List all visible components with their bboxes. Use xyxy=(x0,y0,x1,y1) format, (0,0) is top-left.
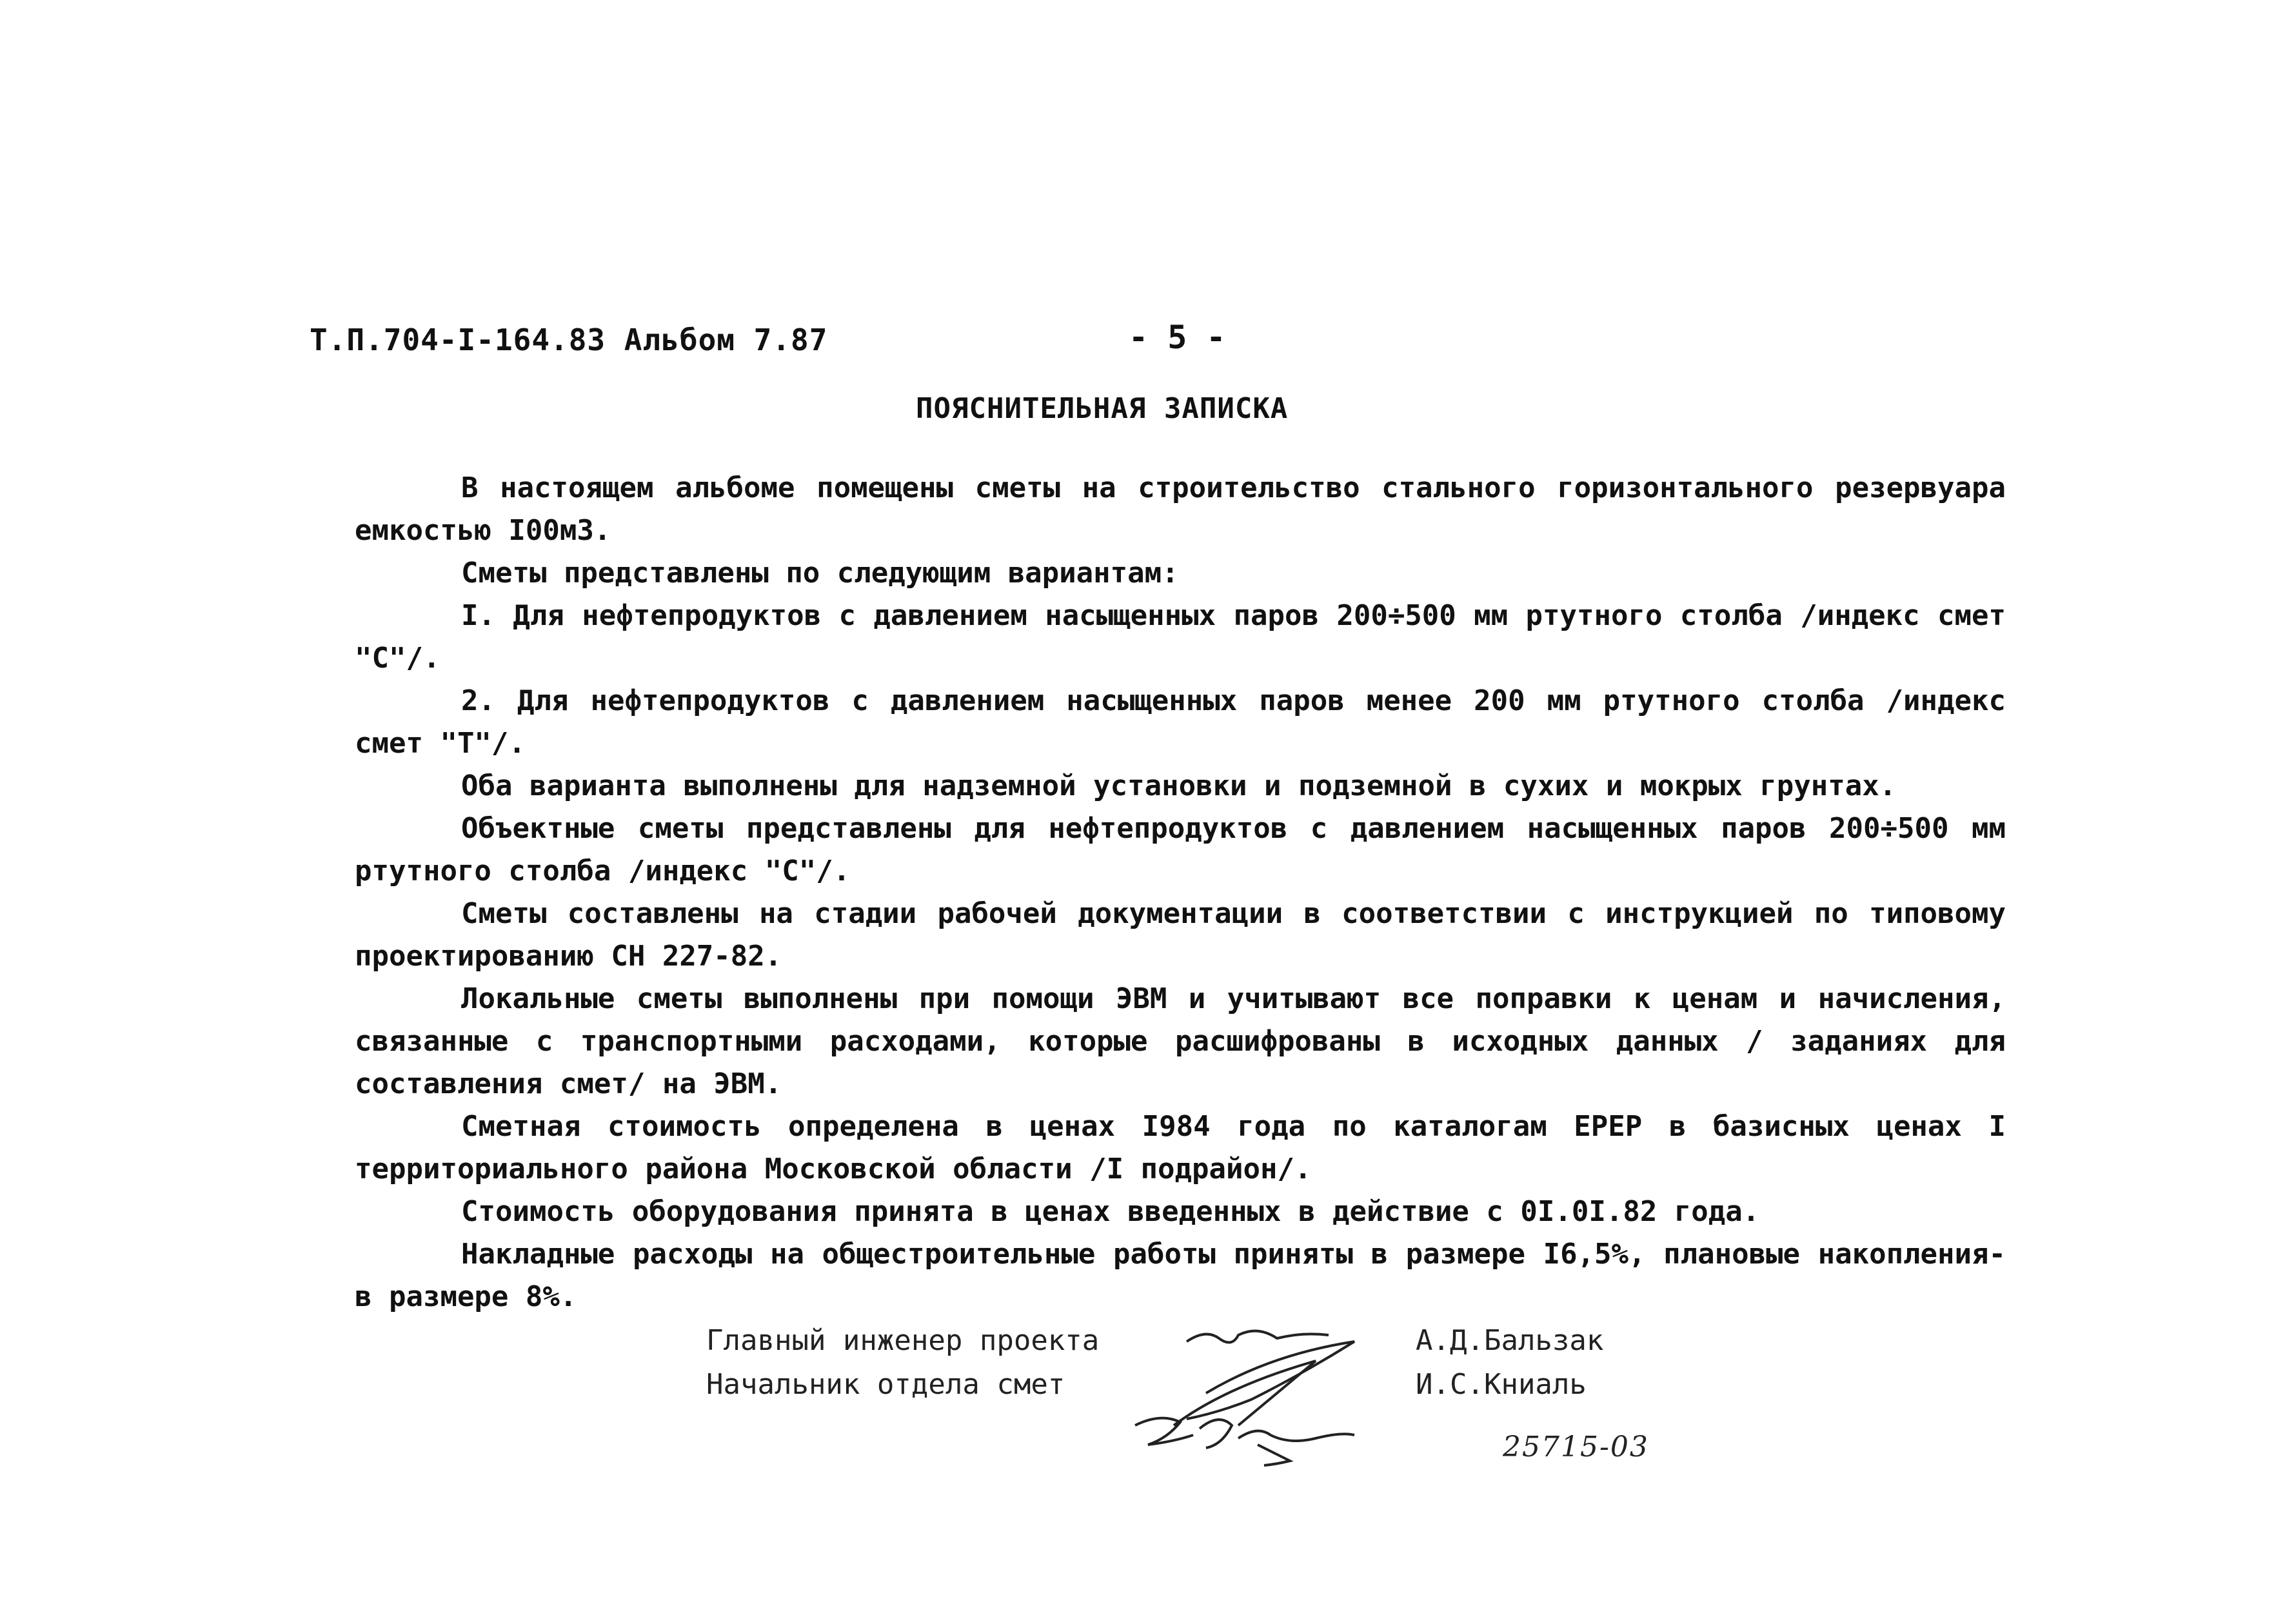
paragraph: Сметы представлены по следующим вариантам: xyxy=(461,557,1179,590)
archive-number: 25715-03 xyxy=(1503,1431,1649,1463)
handwritten-signature xyxy=(1109,1316,1432,1471)
paragraph: Сметы составлены на стадии рабочей документации в соответствии с инструкцией по типовому проектированию СН 227-82. xyxy=(355,897,2006,973)
paragraph: Локальные сметы выполнены при помощи ЭВМ и учитывают все поправки к ценам и начисления, связанные с транспортными расходами, которые расшифрованы в исходных данных / заданиях для составления смет/ на ЭВМ. xyxy=(355,982,2006,1100)
paragraph: 2. Для нефтепродуктов с давлением насыщенных паров менее 200 мм ртутного столба /индекс смет "Т"/. xyxy=(355,684,2006,760)
paragraph: Сметная стоимость определена в ценах I984 года по каталогам ЕРЕР в базисных ценах I территориального района Московской области /I подрайон/. xyxy=(355,1110,2006,1185)
signer-name: И.С.Книаль xyxy=(1416,1368,1587,1401)
paragraph: В настоящем альбоме помещены сметы на строительство стального горизонтального резервуара емкостью I00м3. xyxy=(355,471,2006,547)
paragraph: Оба варианта выполнены для надземной установки и подземной в сухих и мокрых грунтах. xyxy=(461,769,1897,802)
page-number: - 5 - xyxy=(1129,319,1226,356)
body-text xyxy=(355,467,2006,1318)
paragraph: I. Для нефтепродуктов с давлением насыщенных паров 200÷500 мм ртутного столба /индекс смет "С"/. xyxy=(355,599,2006,675)
paragraph: Накладные расходы на общестроительные работы приняты в размере I6,5%, плановые накопления-в размере 8%. xyxy=(355,1238,2006,1313)
signer-role: Начальник отдела смет xyxy=(706,1368,1065,1401)
paragraph: Объектные сметы представлены для нефтепродуктов с давлением насыщенных паров 200÷500 мм ртутного столба /индекс "С"/. xyxy=(355,812,2006,887)
document-title: ПОЯСНИТЕЛЬНАЯ ЗАПИСКА xyxy=(916,392,1289,425)
paragraph: Стоимость оборудования принята в ценах введенных в действие с 0I.0I.82 года. xyxy=(461,1195,1760,1228)
document-code: Т.П.704-I-164.83 Альбом 7.87 xyxy=(310,322,828,357)
signer-role: Главный инженер проекта xyxy=(706,1324,1100,1357)
signer-name: А.Д.Бальзак xyxy=(1416,1324,1604,1357)
